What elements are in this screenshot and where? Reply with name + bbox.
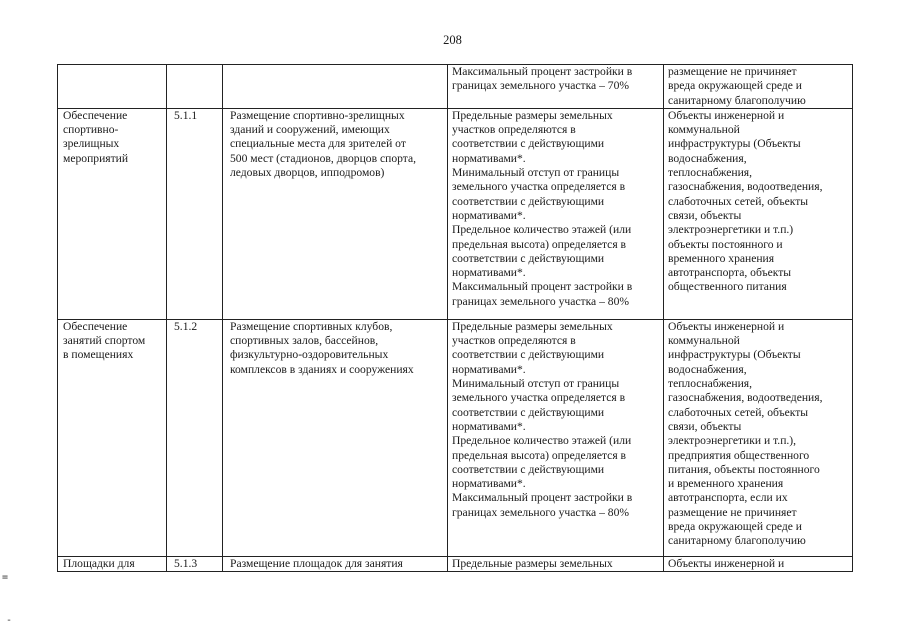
cell-use-name	[58, 556, 167, 571]
text-line: предельная высота) определяется в	[452, 237, 627, 251]
text-line: нормативами*.	[452, 419, 526, 433]
text-line: электроэнергетики и т.п.)	[668, 223, 794, 237]
text-line: автотранспорта, объекты	[668, 266, 792, 280]
text-line: газоснабжения, водоотведения,	[668, 391, 823, 405]
cell-parameters	[448, 65, 664, 109]
text-line: Предельные размеры земельных	[452, 556, 613, 570]
scan-margin-mark: -	[6, 615, 13, 626]
text-line: зданий и сооружений, имеющих	[230, 123, 390, 137]
cell-auxiliary-uses	[664, 108, 853, 319]
text-line: нормативами*.	[452, 208, 526, 222]
text-line: соответствии с действующими	[452, 137, 605, 151]
text-line: связи, объекты	[668, 208, 742, 222]
text-line: слаботочных сетей, объекты	[668, 194, 809, 208]
text-line: Размещение спортивно-зрелищных	[230, 108, 405, 122]
text-line: Объекты инженерной и	[668, 319, 785, 333]
text-line: нормативами*.	[452, 362, 526, 376]
text-line: коммунальной	[668, 334, 740, 348]
text-line: размещение не причиняет	[668, 505, 797, 519]
text-line: теплоснабжения,	[668, 377, 753, 391]
scan-margin-mark: =	[2, 572, 9, 583]
text-line: нормативами*.	[452, 266, 526, 280]
cell-use-description	[223, 319, 448, 556]
text-line: автотранспорта, если их	[668, 491, 788, 505]
text-line: инфраструктуры (Объекты	[668, 348, 801, 362]
cell-auxiliary-uses	[664, 319, 853, 556]
text-line: слаботочных сетей, объекты	[668, 405, 809, 419]
text-line: Максимальный процент застройки в	[452, 491, 633, 505]
text-line: ледовых дворцов, ипподромов)	[230, 166, 385, 180]
text-line: зрелищных	[63, 137, 120, 151]
text-line: границах земельного участка – 80%	[452, 294, 630, 308]
cell-use-code: 5.1.2	[167, 319, 223, 556]
text-line: Объекты инженерной и	[668, 556, 785, 570]
text-line: соответствии с действующими	[452, 251, 605, 265]
cell-use-code: 5.1.1	[167, 108, 223, 319]
text-line: 500 мест (стадионов, дворцов спорта,	[230, 151, 417, 165]
zoning-regulations-table	[57, 64, 853, 572]
cell-use-code	[167, 65, 223, 109]
table-row	[58, 108, 853, 319]
text-line: соответствии с действующими	[452, 348, 605, 362]
text-line: соответствии с действующими	[452, 462, 605, 476]
cell-use-description	[223, 556, 448, 571]
cell-use-code: 5.1.3	[167, 556, 223, 571]
text-line: инфраструктуры (Объекты	[668, 137, 801, 151]
text-line: водоснабжения,	[668, 151, 747, 165]
text-line: комплексов в зданиях и сооружениях	[230, 362, 414, 376]
text-line: теплоснабжения,	[668, 166, 753, 180]
text-line: предельная высота) определяется в	[452, 448, 627, 462]
cell-parameters	[448, 319, 664, 556]
text-line: мероприятий	[63, 151, 129, 165]
text-line: коммунальной	[668, 123, 740, 137]
page-number: 208	[443, 33, 462, 47]
text-line: Размещение площадок для занятия	[230, 556, 403, 570]
text-line: санитарному благополучию	[668, 93, 806, 107]
text-line: Предельное количество этажей (или	[452, 434, 632, 448]
text-line: питания, объекты постоянного	[668, 462, 820, 476]
cell-use-name	[58, 108, 167, 319]
text-line: связи, объекты	[668, 419, 742, 433]
text-line: водоснабжения,	[668, 362, 747, 376]
cell-auxiliary-uses	[664, 556, 853, 571]
cell-auxiliary-uses	[664, 65, 853, 109]
text-line: Предельные размеры земельных	[452, 108, 613, 122]
text-line: Размещение спортивных клубов,	[230, 319, 393, 333]
text-line: участков определяются в	[452, 334, 576, 348]
text-line: общественного питания	[668, 280, 787, 294]
text-line: Предельные размеры земельных	[452, 319, 613, 333]
cell-use-name	[58, 65, 167, 109]
text-line: земельного участка определяется в	[452, 180, 626, 194]
table-row	[58, 319, 853, 556]
text-line: объекты постоянного и	[668, 237, 783, 251]
cell-parameters	[448, 556, 664, 571]
text-line: земельного участка определяется в	[452, 391, 626, 405]
text-line: электроэнергетики и т.п.),	[668, 434, 797, 448]
text-line: специальные места для зрителей от	[230, 137, 406, 151]
text-line: Обеспечение	[63, 108, 128, 122]
text-line: нормативами*.	[452, 151, 526, 165]
text-line: санитарному благополучию	[668, 534, 806, 548]
text-line: Минимальный отступ от границы	[452, 166, 620, 180]
cell-use-description	[223, 65, 448, 109]
text-line: предприятия общественного	[668, 448, 810, 462]
text-line: Максимальный процент застройки в	[452, 280, 633, 294]
text-line: участков определяются в	[452, 123, 576, 137]
text-line: временного хранения	[668, 251, 775, 265]
text-line: размещение не причиняет	[668, 65, 797, 78]
text-line: занятий спортом	[63, 334, 146, 348]
text-line: спортивных залов, бассейнов,	[230, 334, 379, 348]
text-line: Минимальный отступ от границы	[452, 377, 620, 391]
table-row	[58, 65, 853, 109]
text-line: Предельное количество этажей (или	[452, 223, 632, 237]
text-line: границах земельного участка – 80%	[452, 505, 630, 519]
text-line: Объекты инженерной и	[668, 108, 785, 122]
text-line: соответствии с действующими	[452, 194, 605, 208]
cell-use-name	[58, 319, 167, 556]
text-line: Максимальный процент застройки в	[452, 65, 633, 78]
text-line: физкультурно-оздоровительных	[230, 348, 389, 362]
text-line: нормативами*.	[452, 477, 526, 491]
cell-use-description	[223, 108, 448, 319]
text-line: в помещениях	[63, 348, 134, 362]
table-row	[58, 556, 853, 571]
text-line: Площадки для	[63, 556, 135, 570]
text-line: вреда окружающей среде и	[668, 79, 803, 93]
text-line: соответствии с действующими	[452, 405, 605, 419]
text-line: спортивно-	[63, 123, 119, 137]
text-line: границах земельного участка – 70%	[452, 79, 630, 93]
text-line: вреда окружающей среде и	[668, 520, 803, 534]
text-line: и временного хранения	[668, 477, 784, 491]
cell-parameters	[448, 108, 664, 319]
text-line: Обеспечение	[63, 319, 128, 333]
text-line: газоснабжения, водоотведения,	[668, 180, 823, 194]
